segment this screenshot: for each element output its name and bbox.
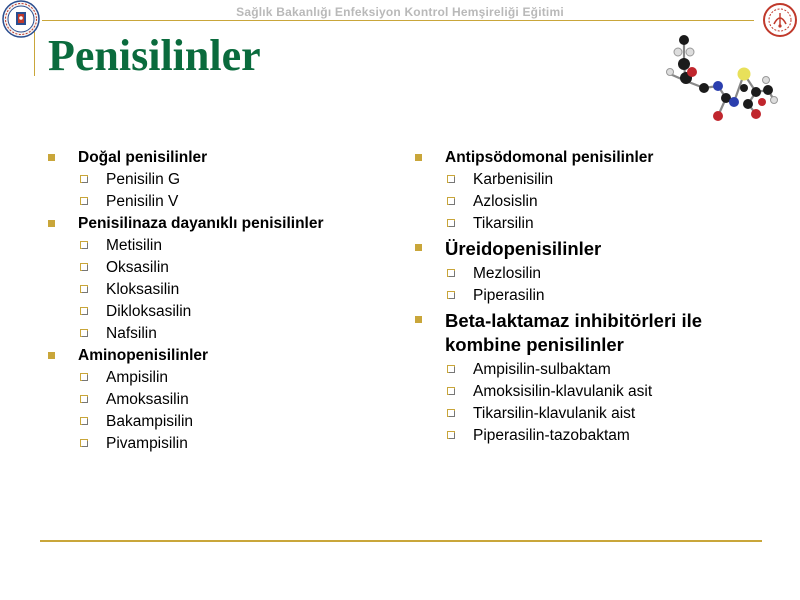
page-title: Penisilinler [48,31,261,80]
item-label: Amoksasilin [106,391,189,408]
item-label: Mezlosilin [473,265,542,282]
list-item [44,149,404,167]
list-item [411,149,771,167]
item-label: Bakampisilin [106,413,194,430]
hollow-box-bullet-icon [447,175,455,183]
item-label: Karbenisilin [473,171,554,188]
bottom-divider [40,540,762,542]
item-label: Amoksisilin-klavulanik asit [473,383,653,400]
item-label: Penisilin G [106,171,181,188]
item-label: Azlosislin [473,193,538,210]
list-item [411,427,771,445]
hollow-box-bullet-icon [447,219,455,227]
item-label: Oksasilin [106,259,169,276]
list-item [44,259,404,277]
penicillin-molecule-image [656,26,786,126]
list-item [44,325,404,343]
list-item [44,193,404,211]
item-label: Ampisilin-sulbaktam [473,361,611,378]
list-item [44,281,404,299]
right-column [411,145,771,449]
hollow-box-bullet-icon [80,373,88,381]
hollow-box-bullet-icon [447,431,455,439]
item-label: Pivampisilin [106,435,188,452]
hollow-box-bullet-icon [447,197,455,205]
square-bullet-icon [48,352,55,359]
square-bullet-icon [48,220,55,227]
list-item [411,405,771,423]
hollow-box-bullet-icon [447,291,455,299]
list-item [411,287,771,305]
item-label: Ampisilin [106,369,169,386]
hollow-box-bullet-icon [80,197,88,205]
item-label: Kloksasilin [106,281,180,298]
hollow-box-bullet-icon [80,417,88,425]
group-label: Doğal penisilinler [78,149,208,166]
group-label: Penisilinaza dayanıklı penisilinler [78,215,324,232]
header-text: Sağlık Bakanlığı Enfeksiyon Kontrol Hemşireliği Eğitimi [236,5,564,19]
hollow-box-bullet-icon [447,269,455,277]
square-bullet-icon [48,154,55,161]
top-divider [42,20,754,21]
list-item [44,435,404,453]
hollow-box-bullet-icon [80,307,88,315]
hollow-box-bullet-icon [80,241,88,249]
hollow-box-bullet-icon [80,439,88,447]
list-item [44,237,404,255]
item-label: Dikloksasilin [106,303,192,320]
square-bullet-icon [415,154,422,161]
item-label: Tikarsilin [473,215,534,232]
list-item [44,215,404,233]
hollow-box-bullet-icon [80,263,88,271]
list-item [411,237,771,261]
list-item [44,347,404,365]
square-bullet-icon [415,316,422,323]
hollow-box-bullet-icon [80,395,88,403]
square-bullet-icon [415,244,422,251]
list-item [411,193,771,211]
left-column [44,145,404,457]
item-label: Piperasilin-tazobaktam [473,427,630,444]
group-label: Antipsödomonal penisilinler [445,149,654,166]
list-item [411,361,771,379]
item-label: Tikarsilin-klavulanik aist [473,405,636,422]
list-item [411,383,771,401]
hollow-box-bullet-icon [447,409,455,417]
item-label: Penisilin V [106,193,179,210]
list-item [44,413,404,431]
item-label: Metisilin [106,237,162,254]
list-item [411,309,771,357]
list-item [44,171,404,189]
item-label: Nafsilin [106,325,157,342]
list-item [44,303,404,321]
list-item [44,369,404,387]
list-item [44,391,404,409]
group-label: Üreidopenisilinler [445,238,602,259]
list-item [411,215,771,233]
hollow-box-bullet-icon [80,329,88,337]
group-label: Aminopenisilinler [78,347,209,364]
ministry-seal-icon [2,0,40,38]
hollow-box-bullet-icon [80,175,88,183]
hollow-box-bullet-icon [447,387,455,395]
hollow-box-bullet-icon [80,285,88,293]
list-item [411,171,771,189]
hollow-box-bullet-icon [447,365,455,373]
group-label: Beta-laktamaz inhibitörleri ile kombine penisilinler [445,310,703,355]
list-item [411,265,771,283]
item-label: Piperasilin [473,287,545,304]
